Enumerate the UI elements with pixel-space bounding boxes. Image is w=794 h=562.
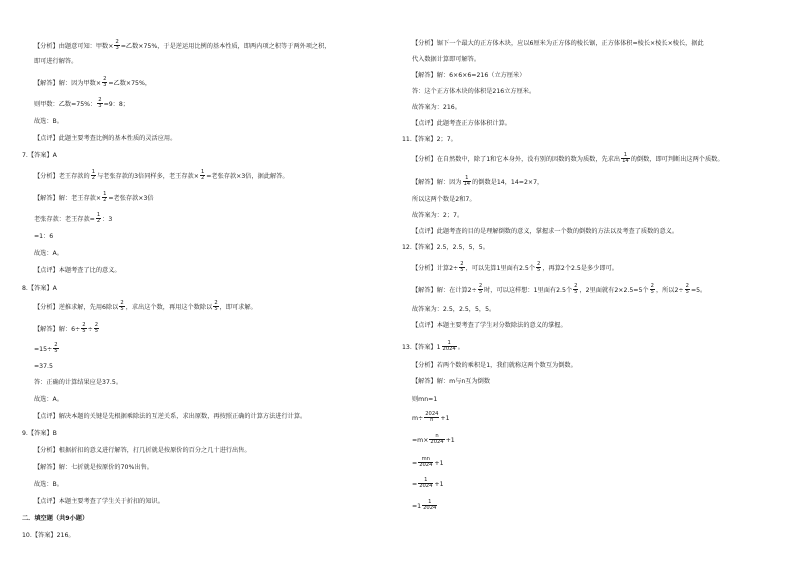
denominator: 2: [200, 175, 205, 182]
fraction: [422, 500, 437, 512]
denominator: 2: [91, 175, 95, 182]
denominator: 5: [120, 306, 124, 313]
text-segment: 老张存款：老王存款=: [34, 215, 95, 223]
numerator: 2024: [425, 411, 439, 417]
text-segment: +1: [445, 436, 455, 444]
math-line: [412, 500, 438, 512]
fraction: [102, 192, 107, 204]
text-segment: 【解答】解：在计算2÷: [412, 286, 477, 294]
numerator: 2: [103, 76, 107, 82]
numerator: 2: [120, 300, 124, 306]
denominator: 3: [98, 103, 102, 110]
denominator: 5: [478, 289, 483, 296]
fraction: [97, 98, 102, 110]
numerator: 2: [115, 39, 119, 45]
text-segment: +1: [434, 480, 444, 488]
denominator: n: [430, 417, 434, 424]
text-line: 故选：A。: [34, 250, 63, 257]
answer-heading: 10.【答案】216。: [22, 532, 75, 539]
math-line: =37.5: [34, 363, 53, 370]
fraction: [213, 301, 218, 313]
text-segment: 时，可以这样想：1里面有2.5个: [484, 286, 573, 294]
text-segment: 【解答】解：因为: [412, 178, 462, 186]
fraction: [53, 343, 58, 355]
fraction: [536, 262, 541, 274]
analysis-line: 【分析】根据折扣的意义进行解答，打几折就是按原价的百分之几十进行出售。: [34, 447, 251, 454]
analysis-line: [34, 301, 257, 313]
text-segment: =: [412, 459, 418, 467]
denominator: 3: [115, 45, 119, 52]
numerator: 1: [96, 212, 101, 218]
denominator: 5: [460, 267, 464, 274]
denominator: 3: [103, 82, 107, 89]
numerator: 1: [463, 176, 472, 182]
text-line: 答：这个正方体木块的体积是216立方厘米。: [412, 88, 536, 95]
answer-heading: 11.【答案】2；7。: [402, 136, 457, 143]
text-segment: =15÷: [34, 345, 53, 353]
denominator: 14: [463, 181, 471, 188]
numerator: 2: [478, 283, 483, 289]
text-segment: 的倒数，即可判断出这两个质数。: [630, 155, 724, 163]
denominator: 5: [82, 328, 86, 335]
text-line: 故答案为：216。: [412, 104, 461, 111]
text-line: 故答案为：2.5，2.5，5，5。: [412, 306, 496, 313]
denominator: 2: [103, 197, 107, 204]
solution-line: [34, 323, 100, 335]
fraction: [478, 284, 483, 296]
denominator: 5: [685, 289, 689, 296]
text-segment: 的倒数是14，14=2×7，: [472, 178, 544, 186]
text-segment: ，可以先算1里面有2.5个: [465, 264, 536, 272]
text-segment: =5。: [690, 286, 707, 294]
solution-line: [412, 176, 543, 188]
fraction: [424, 412, 439, 424]
comment-line: 【点评】此题考查正方体体积计算。: [412, 120, 511, 127]
math-line: [412, 434, 455, 446]
analysis-line: 【分析】若两个数的乘积是1，我们就称这两个数互为倒数。: [412, 362, 577, 369]
math-line: =1：6: [34, 233, 54, 240]
numerator: 2: [98, 97, 102, 103]
fraction: [429, 434, 444, 446]
text-segment: =m×: [412, 436, 429, 444]
numerator: 2: [650, 283, 654, 289]
text-segment: ：3: [102, 215, 113, 223]
numerator: 1: [418, 478, 433, 484]
comment-line: 【点评】此题主要考查比例的基本性质的灵活应用。: [34, 135, 177, 142]
text-line: 故选：B。: [34, 481, 63, 488]
numerator: 2: [214, 300, 218, 306]
text-segment: ，2里面就有2×2.5=5个: [579, 286, 649, 294]
numerator: 1: [422, 500, 437, 506]
analysis-line: [34, 40, 331, 52]
text-segment: 【分析】由题意可知：甲数×: [34, 42, 114, 50]
text-segment: =: [412, 480, 418, 488]
fraction: [200, 170, 205, 182]
denominator: 2024: [442, 346, 456, 353]
denominator: 2024: [419, 462, 433, 469]
text-segment: ，再算2个2.5是多少即可。: [542, 264, 618, 272]
comment-line: 【点评】本题主要考查了学生对分数除法的意义的掌握。: [412, 322, 567, 329]
solution-line: 【解答】解：m与n互为倒数: [412, 378, 491, 385]
text-segment: =9：8；: [103, 100, 129, 108]
math-line: [34, 343, 60, 355]
right-column: [398, 0, 778, 562]
math-line: [412, 412, 450, 424]
numerator: n: [429, 434, 444, 440]
fraction: [94, 323, 99, 335]
fraction: [81, 323, 86, 335]
text-segment: =乙数×75%，于是逆运用比例的基本性质，即两内项之积等于两外项之积，: [120, 42, 331, 50]
text-segment: ，所以2÷: [655, 286, 684, 294]
denominator: 5: [54, 348, 58, 355]
text-segment: 则甲数：乙数=75%：: [34, 100, 97, 108]
text-line: 故答案为：2；7。: [412, 212, 464, 219]
text-segment: 【解答】解：因为甲数×: [34, 79, 102, 87]
denominator: 5: [650, 289, 654, 296]
solution-line: [34, 192, 154, 204]
text-line: 答：正确的计算结果应是37.5。: [34, 379, 123, 386]
analysis-line: [412, 153, 724, 165]
text-segment: =老张存款×3倍，据此解答。: [206, 172, 289, 180]
solution-line: [412, 284, 706, 296]
math-line: [412, 478, 444, 490]
text-line: 故选：B。: [34, 118, 63, 125]
text-segment: +1: [440, 414, 450, 422]
fraction: [463, 176, 472, 188]
fraction: [418, 478, 433, 490]
numerator: 2: [537, 261, 541, 267]
text-line: 即可进行解答。: [34, 58, 78, 65]
math-line: [34, 98, 129, 110]
fraction: [102, 77, 107, 89]
text-segment: ，即可求解。: [219, 303, 257, 311]
solution-line: [34, 77, 151, 89]
numerator: 2: [460, 261, 464, 267]
denominator: 5: [214, 306, 218, 313]
text-segment: 13.【答案】1: [402, 343, 441, 351]
fraction: [621, 153, 630, 165]
numerator: mn: [418, 457, 433, 463]
text-segment: 与老张存款的3倍同样多，老王存款×: [97, 172, 199, 180]
numerator: 1: [103, 191, 107, 197]
denominator: 2024: [423, 505, 437, 512]
math-line: [34, 213, 112, 225]
text-line: 故选：A。: [34, 396, 63, 403]
numerator: 2: [82, 322, 86, 328]
fraction: [459, 262, 464, 274]
analysis-line: [412, 262, 618, 274]
left-column: [0, 0, 380, 562]
fraction: [114, 40, 119, 52]
numerator: 1: [621, 153, 630, 159]
text-segment: 【分析】计算2÷: [412, 264, 459, 272]
numerator: 2: [574, 283, 578, 289]
text-segment: 【解答】解：6÷: [34, 325, 81, 333]
answer-heading: 8.【答案】A: [22, 285, 57, 292]
text-segment: =老张存款×3倍: [108, 194, 154, 202]
denominator: 5: [94, 328, 99, 335]
denominator: 2024: [430, 439, 444, 446]
denominator: 5: [574, 289, 578, 296]
fraction: [685, 284, 690, 296]
text-segment: =1: [412, 502, 422, 510]
text-segment: m÷: [412, 414, 424, 422]
numerator: 2: [54, 342, 58, 348]
math-line: [412, 457, 444, 469]
text-segment: +1: [434, 459, 444, 467]
text-segment: ÷: [87, 325, 93, 333]
fraction: [91, 170, 96, 182]
solution-line: 【解答】解：6×6×6=216（立方厘米）: [412, 72, 526, 79]
text-segment: 【分析】逆推求解，先用6除以: [34, 303, 119, 311]
text-segment: =乙数×75%，: [108, 79, 152, 87]
text-segment: 【解答】解：老王存款×: [34, 194, 102, 202]
comment-line: 【点评】此题考查的目的是理解倒数的意义，掌握求一个数的倒数的方法以及考查了质数的意义。: [412, 228, 679, 235]
solution-line: 【解答】解：七折就是按原价的70%出售。: [34, 464, 153, 471]
text-segment: 【分析】在自然数中，除了1和它本身外，没有别的因数的数为质数，先求出: [412, 155, 621, 163]
text-segment: ，求出这个数，再用这个数除以: [125, 303, 213, 311]
section-heading: 二．填空题（共9小题）: [22, 515, 89, 522]
text-line: 代入数据计算即可解答。: [412, 56, 481, 63]
comment-line: 【点评】本题考查了比的意义。: [34, 267, 121, 274]
denominator: 5: [537, 267, 541, 274]
fraction: [96, 213, 101, 225]
numerator: 2: [685, 283, 689, 289]
denominator: 2: [96, 218, 101, 225]
analysis-line: 【分析】锯下一个最大的正方体木块，应以6厘米为正方体的棱长锯，正方体体积=棱长×棱长×棱长，据此: [412, 40, 704, 47]
numerator: 1: [442, 341, 457, 347]
fraction: [650, 284, 655, 296]
math-line: 则mn=1: [412, 396, 438, 403]
fraction: [119, 301, 124, 313]
comment-line: 【点评】本题主要考查了学生关于折扣的知识。: [34, 498, 164, 505]
numerator: 1: [200, 169, 205, 175]
text-line: 所以这两个数是2和7。: [412, 196, 476, 203]
fraction: [442, 341, 457, 353]
denominator: 14: [622, 158, 629, 165]
denominator: 2024: [419, 483, 433, 490]
answer-heading: [402, 341, 464, 353]
answer-heading: 7.【答案】A: [22, 152, 57, 159]
numerator: 2: [94, 322, 99, 328]
answer-heading: 12.【答案】2.5，2.5，5，5。: [402, 244, 489, 251]
numerator: 1: [91, 169, 95, 175]
fraction: [573, 284, 578, 296]
fraction: [418, 457, 433, 469]
text-segment: 。: [457, 343, 464, 351]
text-segment: 【分析】老王存款的: [34, 172, 90, 180]
answer-heading: 9.【答案】B: [22, 430, 57, 437]
comment-line: 【点评】解决本题的关键是先根据乘除法的互逆关系，求出原数，再按照正确的计算方法进行计算。: [34, 413, 307, 420]
analysis-line: [34, 170, 289, 182]
